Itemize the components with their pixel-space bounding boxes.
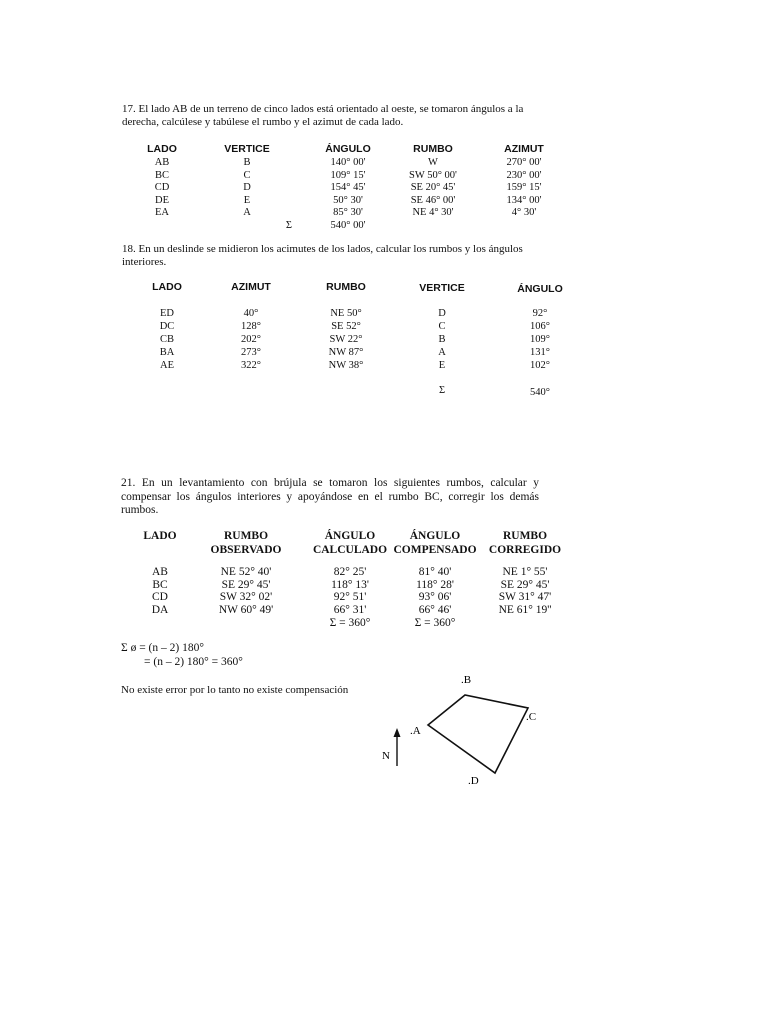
cell: 322° (241, 360, 261, 371)
table-row (140, 157, 568, 170)
table-row (140, 207, 568, 220)
header-angulo: ÁNGULO (517, 283, 563, 295)
cell: E (438, 360, 446, 371)
cell: 50° 30' (333, 194, 363, 206)
header-line1: RUMBO (223, 530, 269, 542)
header-lado: LADO (152, 281, 182, 293)
formula-line-2: = (n – 2) 180° = 360° (144, 656, 243, 668)
cell: CD (154, 182, 170, 194)
sum-row (138, 372, 582, 399)
problem-17-table (140, 143, 568, 233)
cell: A (438, 347, 446, 358)
table-row (138, 604, 570, 617)
cell: AB (154, 157, 170, 168)
cell: 134° 00' (506, 194, 542, 206)
label-a: .A (410, 725, 421, 737)
label-c: .C (526, 711, 537, 723)
table-header-row (138, 281, 582, 307)
cell: SE 29° 45' (500, 578, 550, 591)
table-row (140, 170, 568, 183)
header-lado-line1: LADO (143, 530, 177, 542)
sum-symbol: Σ (438, 385, 446, 396)
cell: 118° 28' (416, 578, 454, 591)
sum-value: 540° 00' (330, 219, 366, 231)
cell: NE 1° 55' (502, 566, 548, 578)
cell: 202° (241, 334, 261, 345)
cell: 118° 13' (331, 578, 369, 591)
cell: 85° 30' (333, 207, 363, 219)
formula-line-1: Σ ø = (n – 2) 180° (121, 642, 204, 654)
cell: 154° 45' (330, 182, 366, 194)
cell: CB (159, 334, 174, 345)
cell: NW 38° (328, 360, 364, 371)
cell: DE (155, 194, 169, 206)
cell: DC (159, 321, 175, 332)
header-vertice: VERTICE (224, 143, 270, 155)
cell: AB (152, 566, 168, 578)
cell: EA (155, 207, 169, 219)
cell: 93° 06' (418, 591, 452, 604)
cell: 66° 46' (418, 604, 452, 617)
cell: 92° 51' (333, 591, 367, 604)
table-row (138, 333, 582, 346)
cell: D (438, 308, 446, 319)
problem-18-table (138, 281, 582, 399)
cell: CD (152, 591, 168, 604)
cell: SW 31° 47' (498, 591, 552, 604)
cell: NE 61° 19'' (498, 604, 552, 617)
table-row (138, 579, 570, 592)
cell: NW 60° 49' (218, 604, 274, 617)
cell: SE 52° (331, 321, 361, 332)
cell: B (243, 157, 251, 168)
table-header-row (140, 143, 568, 157)
cell: 270° 00' (506, 157, 542, 168)
cell: 273° (241, 347, 261, 358)
cell: 140° 00' (330, 157, 366, 168)
sum-calculado: Σ = 360° (329, 616, 371, 629)
cell: C (243, 169, 251, 181)
cell: 81° 40' (418, 566, 452, 578)
label-d: .D (468, 775, 479, 787)
problem-17-text: 17. El lado AB de un terreno de cinco lados está orientado al oeste, se tomaron ángulos a la derecha, calcúlese y tabúlese el rumbo y el azimut de cada lado. (122, 103, 524, 128)
header-line2: CALCULADO (312, 543, 388, 556)
problem-21-text: 21. En un levantamiento con brújula se tomaron los siguientes rumbos, calcular y compensar los ángulos interiores y apoyándose en el rumbo BC, corregir los demás rumbos. (121, 477, 539, 516)
cell: 66° 31' (333, 604, 367, 617)
header-azimut: AZIMUT (504, 143, 544, 155)
sum-value: 540° (530, 387, 550, 398)
cell: BA (159, 347, 175, 358)
header-line1: ÁNGULO (409, 530, 461, 542)
header-vertice: VERTICE (419, 282, 465, 294)
cell: SE 20° 45' (410, 182, 456, 194)
header-rumbo: RUMBO (413, 143, 453, 155)
problem-21-table (138, 530, 570, 630)
cell: W (428, 157, 438, 168)
label-b: .B (461, 674, 472, 686)
cell: 128° (241, 321, 261, 332)
cell: 106° (530, 321, 550, 332)
header-angulo-calculado (310, 530, 390, 566)
north-label: N (382, 750, 390, 762)
header-azimut: AZIMUT (231, 281, 271, 293)
table-row (138, 566, 570, 579)
header-line1: RUMBO (502, 530, 548, 542)
problem-18-text: 18. En un deslinde se midieron los acimutes de los lados, calcular los rumbos y los ángulos interiores. (122, 243, 523, 268)
table-row (138, 307, 582, 320)
header-angulo-compensado (390, 530, 480, 566)
conclusion-note: No existe error por lo tanto no existe compensación (121, 684, 349, 696)
header-line2: OBSERVADO (210, 543, 282, 556)
header-line2: COMPENSADO (393, 543, 477, 556)
table-row (138, 346, 582, 359)
cell: NE 52° 40' (220, 566, 272, 578)
sum-row (140, 220, 568, 233)
table-row (140, 195, 568, 208)
cell: DA (151, 604, 169, 617)
cell: SW 50° 00' (409, 169, 457, 181)
cell: D (243, 182, 251, 194)
polygon-diagram (370, 668, 560, 790)
header-lado (138, 530, 182, 566)
cell: NE 4° 30' (412, 207, 454, 219)
cell: 102° (530, 360, 550, 371)
table-row (138, 591, 570, 604)
sum-compensado: Σ = 360° (414, 616, 456, 629)
table-row (140, 182, 568, 195)
cell: NW 87° (328, 347, 364, 358)
cell: 82° 25' (333, 566, 367, 578)
north-arrow-icon (394, 728, 401, 737)
cell: SW 22° (329, 334, 363, 345)
header-angulo: ÁNGULO (325, 143, 371, 155)
cell: 92° (532, 308, 548, 319)
cell: 159° 15' (506, 182, 542, 194)
sum-row (138, 617, 570, 630)
cell: SW 32° 02' (219, 591, 273, 604)
cell: BC (154, 169, 169, 181)
cell: SE 29° 45' (221, 578, 271, 591)
table-header-row (138, 530, 570, 566)
cell: 230° 00' (506, 169, 542, 181)
cell: 40° (243, 308, 259, 319)
cell: 109° 15' (330, 169, 366, 181)
cell: 131° (530, 347, 550, 358)
cell: ED (160, 308, 174, 319)
cell: AE (160, 360, 174, 371)
cell: BC (152, 578, 168, 591)
header-rumbo-corregido (480, 530, 570, 566)
polygon-outline (428, 695, 528, 773)
cell: E (243, 194, 251, 206)
header-lado: LADO (147, 143, 177, 155)
header-rumbo-observado (182, 530, 310, 566)
cell: 109° (530, 334, 550, 345)
header-line2: CORREGIDO (488, 543, 562, 556)
cell: A (243, 207, 251, 219)
cell: 4° 30' (511, 207, 537, 219)
cell: NE 50° (330, 308, 362, 319)
cell: SE 46° 00' (410, 194, 456, 206)
sum-symbol: Σ (285, 219, 292, 231)
table-row (138, 320, 582, 333)
table-row (138, 359, 582, 372)
cell: C (438, 321, 446, 332)
header-line1: ÁNGULO (324, 530, 376, 542)
header-rumbo: RUMBO (326, 281, 366, 293)
cell: B (438, 334, 446, 345)
